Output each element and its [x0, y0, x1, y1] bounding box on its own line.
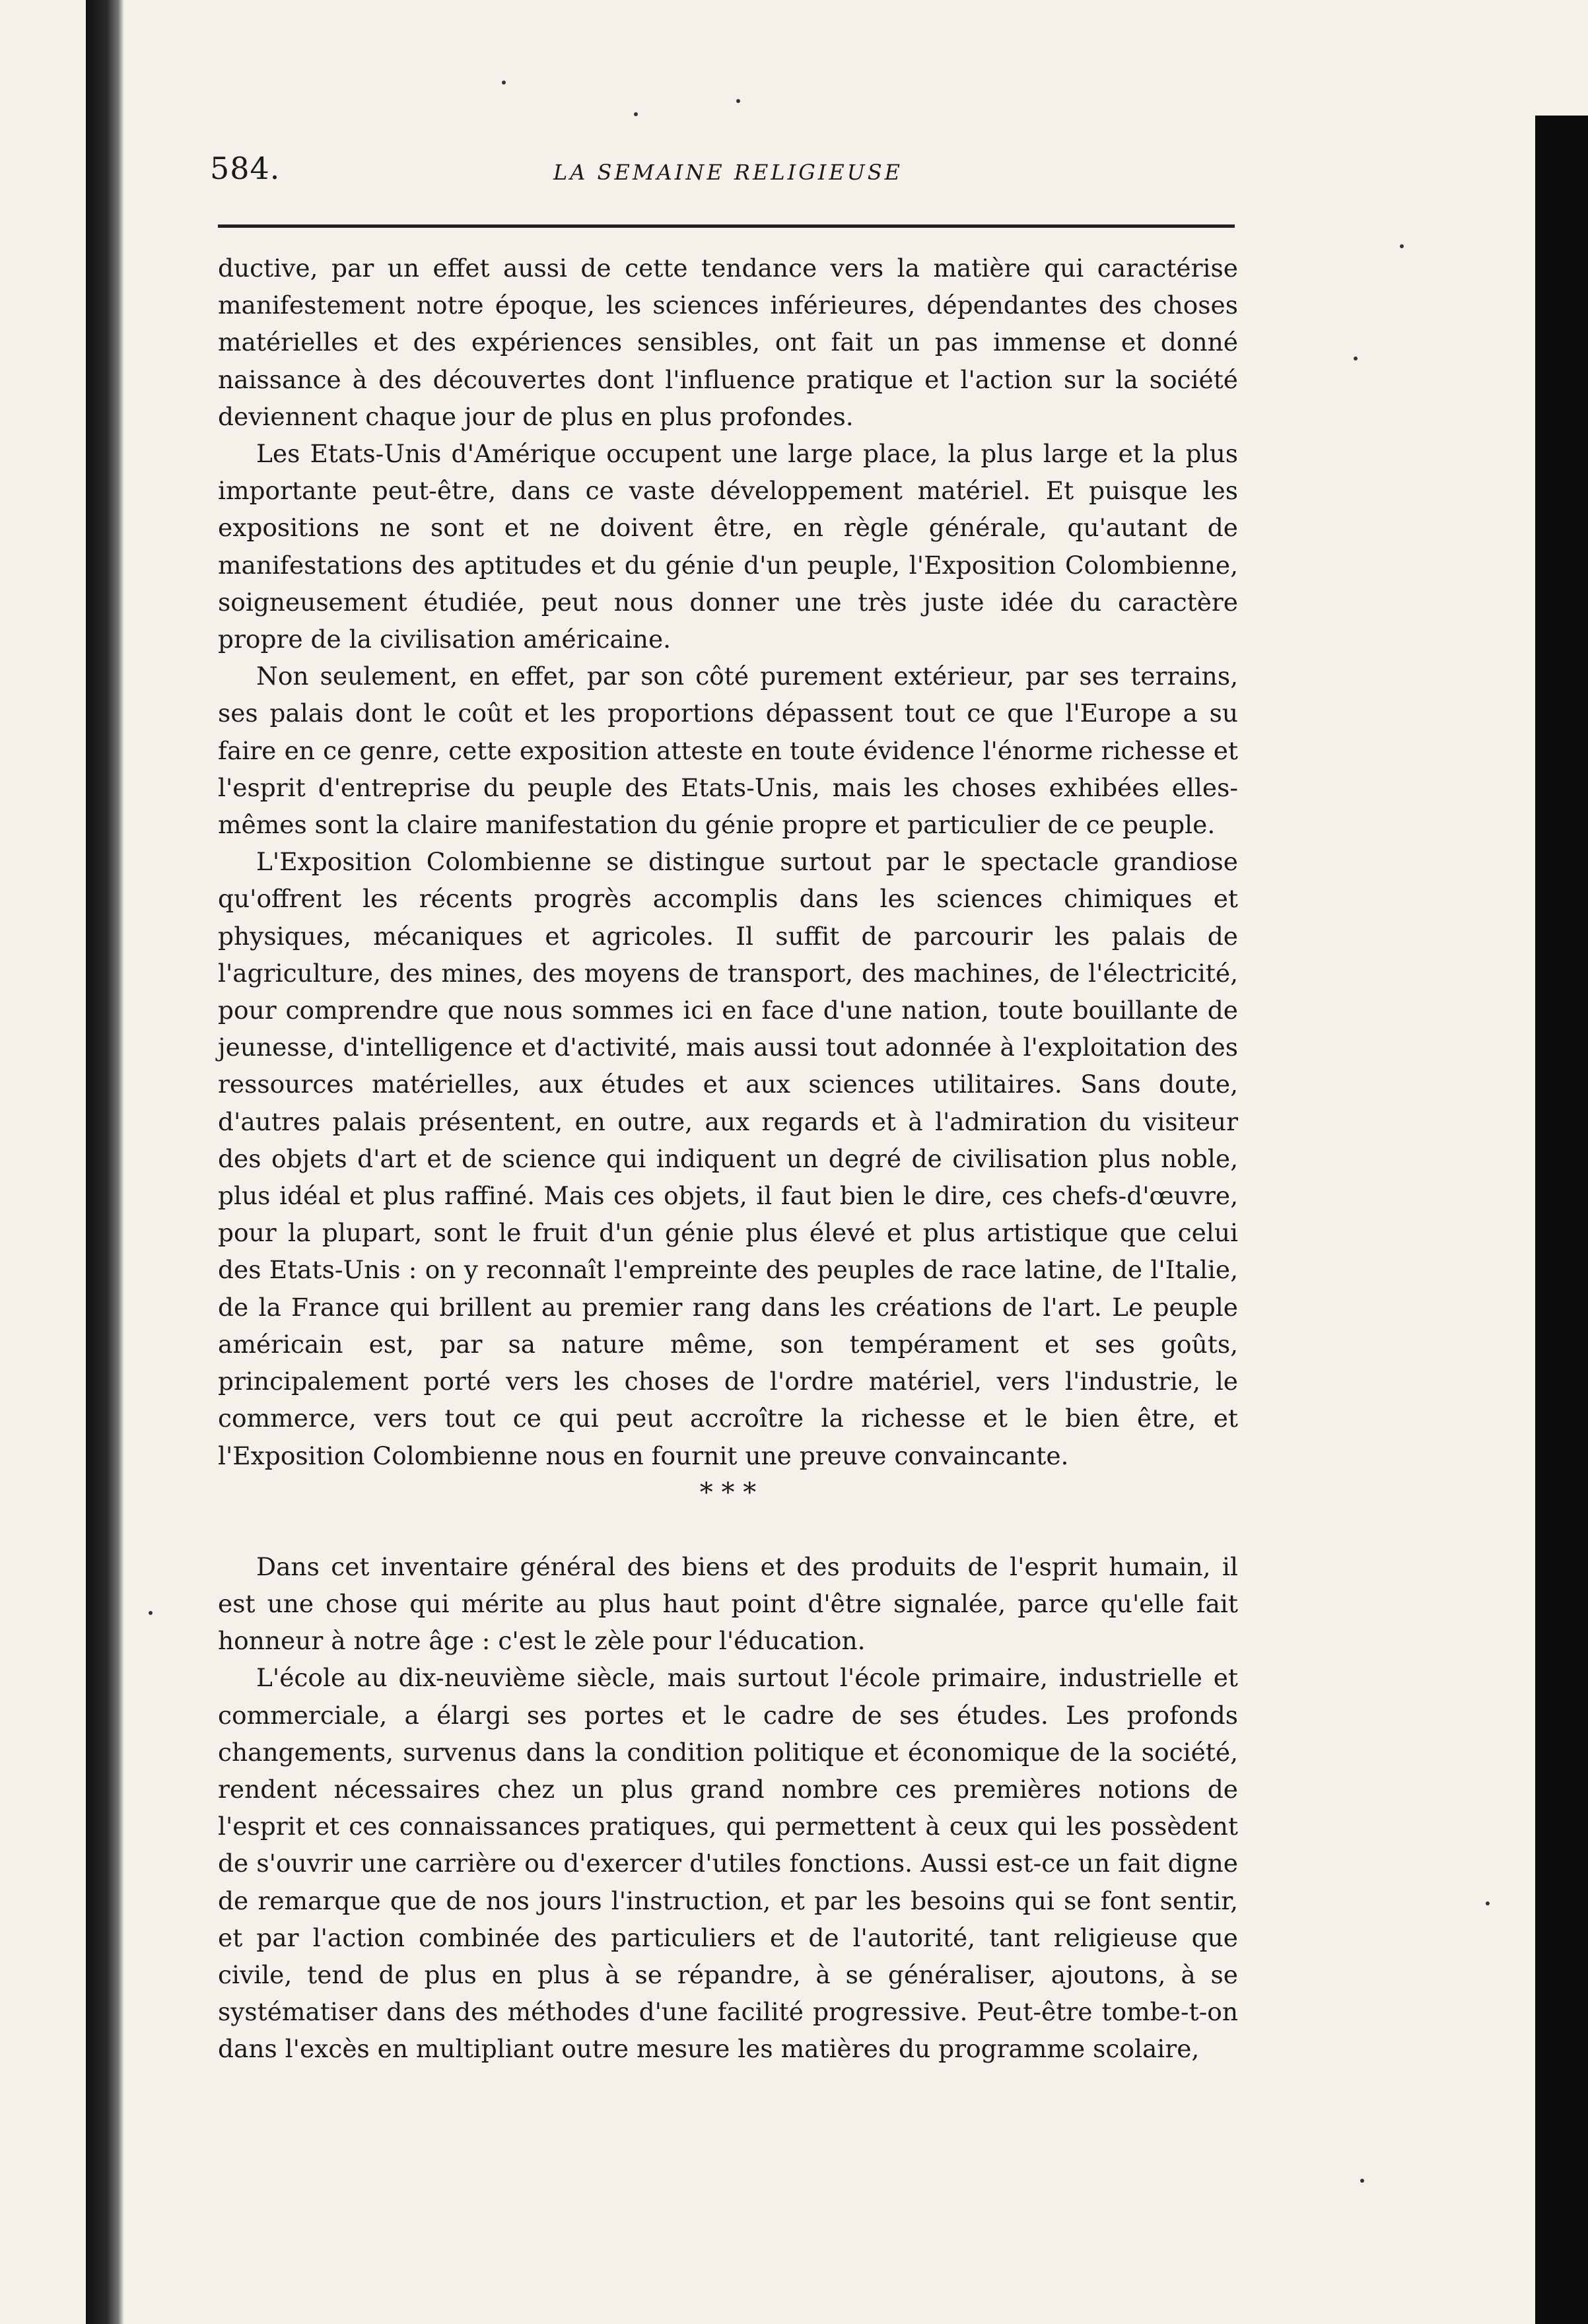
running-title: LA SEMAINE RELIGIEUSE	[553, 160, 903, 185]
scan-binding-edge	[86, 0, 124, 2324]
scan-speck	[736, 99, 740, 103]
paragraph: L'Exposition Colombienne se distingue surtout par le spectacle grandiose qu'offrent les récents progrès accomplis dans les sciences chimiques et physiques, mécaniques et agricoles. Il suffit de parcourir les palais de l'agriculture, des mines, des moyens de transport, des machines, de l'électricité, pour comprendre que nous sommes ici en face d'une nation, toute bouillante de jeunesse, d'intelligence et d'activité, mais aussi tout adonnée à l'exploitation des ressources matérielles, aux études et aux sciences utilitaires. Sans doute, d'autres palais présentent, en outre, aux regards et à l'admiration du visiteur des objets d'art et de science qui indiquent un degré de civilisation plus noble, plus idéal et plus raffiné. Mais ces objets, il faut bien le dire, ces chefs-d'œuvre, pour la plupart, sont le fruit d'un génie plus élevé et plus artistique que celui des Etats-Unis : on y reconnaît l'empreinte des peuples de race latine, de l'Italie, de la France qui brillent au premier rang dans les créations de l'art. Le peuple américain est, par sa nature même, son tempérament et ses goûts, principalement porté vers les choses de l'ordre matériel, vers l'industrie, le commerce, vers tout ce qui peut accroître la richesse et le bien être, et l'Exposition Colombienne nous en fournit une preuve convaincante.	[218, 847, 1238, 1470]
paragraph: Dans cet inventaire général des biens et des produits de l'esprit humain, il est une chose qui mérite au plus haut point d'être signalée, parce qu'elle fait honneur à notre âge : c'est le zèle pour l'éducation.	[218, 1552, 1238, 1656]
paragraph: ductive, par un effet aussi de cette tendance vers la matière qui caractérise manifestement notre époque, les sciences inférieures, dépendantes des choses matérielles et des expériences sensibles, ont fait un pas immense et donné naissance à des découvertes dont l'influence pratique et l'action sur la société deviennent chaque jour de plus en plus profondes.	[218, 254, 1238, 431]
page-number: 584.	[210, 151, 281, 186]
paragraph: Non seulement, en effet, par son côté purement extérieur, par ses terrains, ses palais dont le coût et les proportions dépassent tout ce que l'Europe a su faire en ce genre, cette exposition atteste en toute évidence l'énorme richesse et l'esprit d'entreprise du peuple des Etats-Unis, mais les choses exhibées elles-mêmes sont la claire manifestation du génie propre et particulier de ce peuple.	[218, 662, 1238, 840]
scan-speck	[502, 81, 506, 85]
paragraph: L'école au dix-neuvième siècle, mais surtout l'école primaire, industrielle et commerciale, a élargi ses portes et le cadre de ses études. Les profonds changements, survenus dans la condition politique et économique de la société, rendent nécessaires chez un plus grand nombre ces premières notions de l'esprit et ces connaissances pratiques, qui permettent à ceux qui les possèdent de s'ouvrir une carrière ou d'exercer d'utiles fonctions. Aussi est-ce un fait digne de remarque que de nos jours l'instruction, et par les besoins qui se font sentir, et par l'action combinée des particuliers et de l'autorité, tant religieuse que civile, tend de plus en plus à se répandre, à se généraliser, ajoutons, à se systématiser dans des méthodes d'une facilité progressive. Peut-être tombe-t-on dans l'excès en multipliant outre mesure les matières du programme scolaire,	[218, 1663, 1238, 2064]
scan-speck	[149, 1611, 153, 1615]
article-body	[218, 250, 1238, 2068]
header-rule	[218, 224, 1235, 228]
scan-speck	[1486, 1901, 1490, 1905]
section-separator	[218, 1474, 1238, 1548]
paragraph: Les Etats-Unis d'Amérique occupent une large place, la plus large et la plus importante peut-être, dans ce vaste développement matériel. Et puisque les expositions ne sont et ne doivent être, en règle générale, qu'autant de manifestations des aptitudes et du génie d'un peuple, l'Exposition Colombienne, soigneusement étudiée, peut nous donner une très juste idée du caractère propre de la civilisation américaine.	[218, 439, 1238, 654]
scan-speck	[1360, 2179, 1364, 2183]
scan-speck	[1354, 357, 1358, 360]
scan-speck	[634, 112, 638, 116]
asterism: * * *	[699, 1477, 757, 1508]
page-header	[210, 151, 1240, 203]
scan-page-edge	[1535, 116, 1588, 2324]
scan-speck	[1400, 244, 1404, 248]
